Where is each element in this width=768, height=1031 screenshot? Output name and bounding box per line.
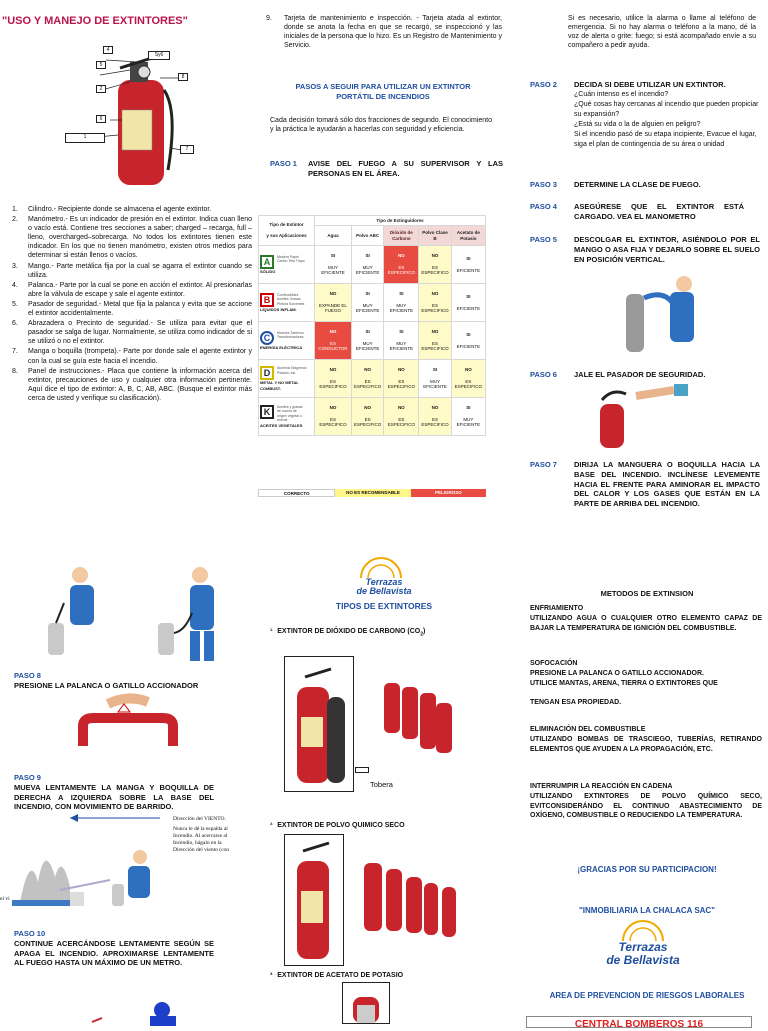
paso-9: PASO 9MUEVA LENTAMENTE LA MANGA Y BOQUILLA DE DERECHA A IZQUIERDA SOBRE LA BASE DEL INCENDIO, CON MOVIMIENTO DE BARRIDO. <box>14 773 214 812</box>
extinguisher-class-table: Tipo de Extintor y sus Aplicaciones Tipo de Extinguidores Agua Polvo ABC Dióxido de Carbono Polvo Clase B Acetato de Potasio A Madera Papel Cartón Tela Trapo SÓLIDO SI MUY EFICIENTE SI MUY EFICIENTE NO ES ESPECIFICO NO ES ESPECIFICO SI EFICIENTE B Combustibles Aceites Grasas Pintura Solventes LÍQUIDOS INFLAM. NO EXPANDE EL FUEGO SI MUY EFICIENTE SI MUY EFICIENTE NO ES ESPECIFICO SI EFICIENTE C Motores Tableros Transformadores ENERGÍA ELÉCTRICA NO ES CONDUCTOR SI MUY EFICIENTE SI MUY EFICIENTE NO ES ESPECIFICO SI EFICIENTE D Aluminio Magnesio Potasio, etc. METAL Y NO METAL COMBUST. NO ES ESPECIFICO NO ES ESPECIFICO NO ES ESPECIFICO SI MUY EFICIENTE NO ES ESPECIFICO K Aceites y grasas de cocina de origen vegetal o animal ACEITES VEGETALES NO ES ESPECIFICO NO ES ESPECIFICO NO ES ESPECIFICO NO ES ESPECIFICO SI MUY EFICIENTE <box>258 215 486 436</box>
tobera-label: Tobera <box>370 780 393 789</box>
table-cell: NO ES ESPECIFICO <box>384 246 419 284</box>
table-row <box>259 246 486 284</box>
table-cell: NO ES ESPECIFICO <box>384 398 419 436</box>
paso-10: PASO 10CONTINUE ACERCÁNDOSE LENTAMENTE SEGÚN SE APAGA EL INCENDIO. APROXIMARSE LENTAMENTE AL FUEGO HASTA UN MÁXIMO DE UN METRO. <box>14 929 214 968</box>
fire-class-desc: Motores Tableros Transformadores <box>277 330 304 340</box>
fire-class-cell <box>259 398 315 436</box>
table-cell: NO ES ESPECIFICO <box>419 246 451 284</box>
fire-class-cell <box>259 246 315 284</box>
fire-class-name: METAL Y NO METAL COMBUST. <box>260 380 299 391</box>
list-item: 7. Manga o boquilla (trompeta).- Parte por donde sale el agente extintor y con la cual se guía este hacia el incendio. <box>12 348 252 365</box>
emergency-number-box <box>526 1016 752 1028</box>
table-row <box>259 398 486 436</box>
fire-class-desc: Aceites y grasas de cocina de origen vegetal o animal <box>277 404 303 423</box>
table-cell: NO ES ESPECIFICO <box>351 398 383 436</box>
table-row <box>259 322 486 360</box>
table-cell: SI MUY EFICIENTE <box>351 322 383 360</box>
table-cell: NO ES ESPECIFICO <box>419 398 451 436</box>
table-cell: SI MUY EFICIENTE <box>351 284 383 322</box>
callout-4: 4 <box>103 46 113 54</box>
paso-6: PASO 6 JALE EL PASADOR DE SEGURIDAD. <box>530 370 706 379</box>
tipo-1: $^{1.}$ EXTINTOR DE DIÓXIDO DE CARBONO $(CO_2)$ <box>270 627 426 638</box>
table-row <box>259 360 486 398</box>
table-cell: NO ES ESPECIFICO <box>384 360 419 398</box>
paso-5: PASO 5 DESCOLGAR EL EXTINTOR, ASIÉNDOLO POR EL MANGO O ASA FIJA Y DEJARLO SOBRE EL SUELO EN POSICIÓN VERTICAL. <box>530 235 760 264</box>
metodos-title: METODOS DE EXTINSION <box>600 589 694 598</box>
metodo-sofocacion: SOFOCACIÓN PRESIONE LA PALANCA O GATILLO ACCIONADOR. UTILICE MANTAS, ARENA, TIERRA O EXTINTORES QUE TENGAN ESA PROPIEDAD. <box>530 660 718 707</box>
logo-line2: de Bellavista <box>356 586 412 596</box>
sun-logo-icon <box>356 562 406 578</box>
wind-label: Dirección del VIENTO. <box>173 816 226 822</box>
logo-line1: Terrazas <box>618 940 668 954</box>
paso-1: PASO 1 AVISE DEL FUEGO A SU SUPERVISOR Y LAS PERSONAS EN EL ÁREA. <box>270 159 503 178</box>
table-cell: NO EXPANDE EL FUEGO <box>315 284 352 322</box>
table-cell: SI MUY EFICIENTE <box>315 246 352 284</box>
extinguisher-diagram <box>60 40 200 195</box>
parts-list <box>12 205 252 404</box>
area-title: AREA DE PREVENCION DE RIESGOS LABORALES <box>549 991 745 1000</box>
column-2 <box>256 0 512 1024</box>
bottom-figure-illustration <box>90 1000 190 1024</box>
table-cell: NO ES ESPECIFICO <box>315 360 352 398</box>
metodo-reaccion-cadena: INTERRUMPIR LA REACCIÓN EN CADENA UTILIZANDO EXTINTORES DE POLVO QUÍMICO SECO, EVITCONSIDERÁNDO EL CONTINUO ABASTECIMIENTO DE OXÍGENO, COMBUSTIBLE O REDUCIENDO LA TEMPERATURA. <box>530 783 762 820</box>
table-cell: NO ES ESPECIFICO <box>419 322 451 360</box>
callout-7: 7 <box>180 145 194 154</box>
fire-class-cell <box>259 360 315 398</box>
lever-squeeze-illustration <box>78 686 178 761</box>
fire-class-name: ENERGÍA ELÉCTRICA <box>260 344 303 350</box>
column-3 <box>512 0 768 1030</box>
callout-5: 5 <box>96 61 106 69</box>
table-body <box>259 246 486 436</box>
dry-powder-extinguisher-image <box>284 834 344 966</box>
fire-class-desc: Madera Papel Cartón Tela Trapo <box>277 254 305 264</box>
item-9: 9. Tarjeta de mantenimiento e inspección. - Tarjeta atada al extintor, donde se anota la fecha en que se recargó, se inspeccionó y las iniciales de la persona que lo hizo. Es un Registro de Mantenimiento y Servicio. <box>266 15 502 50</box>
tipo-2: $^{2.}$ EXTINTOR DE POLVO QUIMICO SECO <box>270 821 405 829</box>
list-item: 5. Pasador de seguridad.- Metal que fija la palanca y evita que se accione el extintor accidentalmente. <box>12 300 252 318</box>
sweeping-fire-illustration <box>0 812 170 917</box>
list-item: 4. Palanca.- Parte por la cual se pone en acción el extintor. Al presionarlas abre la válvula de escape y sale el agente extintor. <box>12 281 252 298</box>
wind-cut-text: el vi <box>0 896 10 902</box>
callout-seal: Sy6 <box>148 51 170 60</box>
central-bomberos: CENTRAL BOMBEROS 116 <box>574 1019 704 1030</box>
fire-class-cell <box>259 322 315 360</box>
paso-8: PASO 8PRESIONE LA PALANCA O GATILLO ACCIONADOR <box>14 671 199 690</box>
page-title: "USO Y MANEJO DE EXTINTORES" <box>2 15 188 27</box>
list-item: 8. Panel de instrucciones.- Placa que contiene la información acerca del extintor, precauciones de uso y cualquier otra información pertinente. Aquí dice el tipo de extintor: A, B, C, AB, ABC. (Busque el extintor más cerca de usted y verifique su clasificación). <box>12 367 252 402</box>
pull-pin-illustration <box>592 380 692 450</box>
paso-2: PASO 2 DECIDA SI DEBE UTILIZAR UN EXTINTOR. ¿Cuán intenso es el incendio? ¿Qué cosas hay cercanas al incendio que pueden propiciar su expansión? ¿Está su vida o la de alguien en peligro? Si el incendio pasó de su etapa incipiente, Evacue el lugar, siga el plan de contingencia de su área o unidad <box>530 80 764 151</box>
metodo-enfriamiento: ENFRIAMIENTO UTILIZANDO AGUA O CUALQUIER OTRO ELEMENTO CAPAZ DE BAJAR LA TEMPERATURA DE IGNICIÓN DEL COMBUSTIBLE. <box>530 605 762 632</box>
callout-2: 2 <box>96 85 106 93</box>
table-cell: NO ES ESPECIFICO <box>351 360 383 398</box>
fire-class-letter-icon: C <box>260 331 274 345</box>
callout-1: 1 <box>65 133 105 143</box>
table-cell: NO ES ESPECIFICO <box>419 284 451 322</box>
paso-7: PASO 7 DIRIJA LA MANGUERA O BOQUILLA HACIA LA BASE DEL INCENDIO. INCLÍNESE LEVEMENTE HACIA EL FRENTE PARA AMINORAR EL IMPACTO DEL CALOR Y LOS GASES QUE ESTÁN EN LA PARTE DE ARRIBA DEL INCENDIO. <box>530 460 760 508</box>
callout-6: 6 <box>96 115 106 123</box>
table-cell: SI MUY EFICIENTE <box>419 360 451 398</box>
table-cell: SI MUY EFICIENTE <box>351 246 383 284</box>
logo-line2: de Bellavista <box>606 953 680 967</box>
table-cell: SI EFICIENTE <box>451 246 485 284</box>
fire-class-desc: Combustibles Aceites Grasas Pintura Solventes <box>277 292 305 306</box>
list-item: 6. Abrazadera o Precinto de seguridad.- Se utiliza para evitar que el pasador se salga de lugar. Normalmente, se utiliza como indicador de si se utilizó o no el extintor. <box>12 320 252 346</box>
tobera-icon <box>355 767 369 773</box>
callout-8: 8 <box>178 73 188 81</box>
fire-class-letter-icon: K <box>260 405 274 419</box>
unhook-extinguisher-illustration <box>622 272 702 362</box>
alarm-paragraph: Si es necesario, utilice la alarma o llame al teléfono de emergencia. Si no hay alarma o teléfono a la mano, dé la voz de alerta o grite: fuego; si está acompañado envíe a su compañero a pedir ayuda. <box>568 15 756 50</box>
metodo-eliminacion: ELIMINACIÓN DEL COMBUSTIBLE UTILIZANDO BOMBAS DE TRASCIEGO, TUBERÍAS, RETIRANDO ELEMENTOS QUE AYUDEN A LA PROPAGACIÓN, ETC. <box>530 726 762 753</box>
table-cell: SI EFICIENTE <box>451 322 485 360</box>
table-cell: NO ES CONDUCTOR <box>315 322 352 360</box>
fire-class-name: ACEITES VEGETALES <box>260 423 303 428</box>
table-cell: SI EFICIENTE <box>451 284 485 322</box>
tipo-3: $^{3.}$ EXTINTOR DE ACETATO DE POTASIO <box>270 971 404 979</box>
tipos-title: TIPOS DE EXTINTORES <box>335 601 433 611</box>
pasos-intro: Cada decisión tomará sólo dos fracciones de segundo. El conocimiento y la práctica le ayudarán a hacerlas con seguridad y eficiencia. <box>270 117 492 134</box>
table-cell: SI MUY EFICIENTE <box>384 322 419 360</box>
table-cell: SI MUY EFICIENTE <box>384 284 419 322</box>
person-using-extinguisher-illustration <box>40 563 240 663</box>
logo-line1: Terrazas <box>365 577 403 587</box>
sun-logo-icon <box>618 925 668 941</box>
co2-extinguisher-group-image <box>376 667 456 759</box>
fire-class-name: SÓLIDO <box>260 268 276 274</box>
list-item: 3. Mango.- Parte metálica fija por la cual se agarra el extintor cuando se utiliza. <box>12 262 252 279</box>
column-1 <box>0 0 256 1024</box>
table-cell: NO ES ESPECIFICO <box>451 360 485 398</box>
co2-extinguisher-image <box>284 656 354 792</box>
dry-powder-extinguisher-group-image <box>360 853 470 943</box>
pasos-title: PASOS A SEGUIR PARA UTILIZAR UN EXTINTOR PORTÁTIL DE INCENDIOS <box>295 82 471 101</box>
fire-class-name: LÍQUIDOS INFLAM. <box>260 306 297 312</box>
potassium-acetate-extinguisher-image <box>342 982 390 1024</box>
wind-note: Nunca le dé la espalda al Incendio. Al acercarse al Incendio, hágalo en la Dirección del viento (con <box>173 826 230 854</box>
table-cell: NO ES ESPECIFICO <box>315 398 352 436</box>
inmobiliaria-name: "INMOBILIARIA LA CHALACA SAC" <box>578 906 716 915</box>
fire-class-letter-icon: A <box>260 255 274 269</box>
gracias-text: ¡GRACIAS POR SU PARTICIPACION! <box>577 865 717 874</box>
table-cell: SI MUY EFICIENTE <box>451 398 485 436</box>
fire-class-cell <box>259 284 315 322</box>
table-row <box>259 284 486 322</box>
paso-2-questions: ¿Cuán intenso es el incendio? ¿Qué cosas hay cercanas al incendio que pueden propiciar su expansión? ¿Está su vida o la de alguien en peligro? Si el incendio pasó de su etapa incipiente, Evacue el lugar, siga el plan de contingencia de su área o unidad <box>574 90 759 149</box>
fire-class-desc: Aluminio Magnesio Potasio, etc. <box>277 366 307 375</box>
fire-class-letter-icon: D <box>260 366 274 380</box>
paso-3: PASO 3 DETERMINE LA CLASE DE FUEGO. <box>530 180 701 189</box>
table-legend: CORRECTO NO ES RECOMENDABLE PELIGROSO <box>258 489 486 497</box>
list-item: 1. Cilindro.- Recipiente donde se almacena el agente extintor. <box>12 206 212 213</box>
list-item: 2. Manómetro.- Es un indicador de presión en el extintor. Indica cuan lleno o vacío está. Contiene tres secciones a saber; charged – recarga, full – lleno, overcharged–sobrecarga. No todos los extintores tienen este indicador. En los que no tienen manómetro, existen otros medios para determinar si están llenos o vacíos. <box>12 216 252 260</box>
paso-4: PASO 4 ASEGÚRESE QUE EL EXTINTOR ESTÁ CARGADO. VEA EL MANOMETRO <box>530 202 744 221</box>
fire-class-letter-icon: B <box>260 293 274 307</box>
